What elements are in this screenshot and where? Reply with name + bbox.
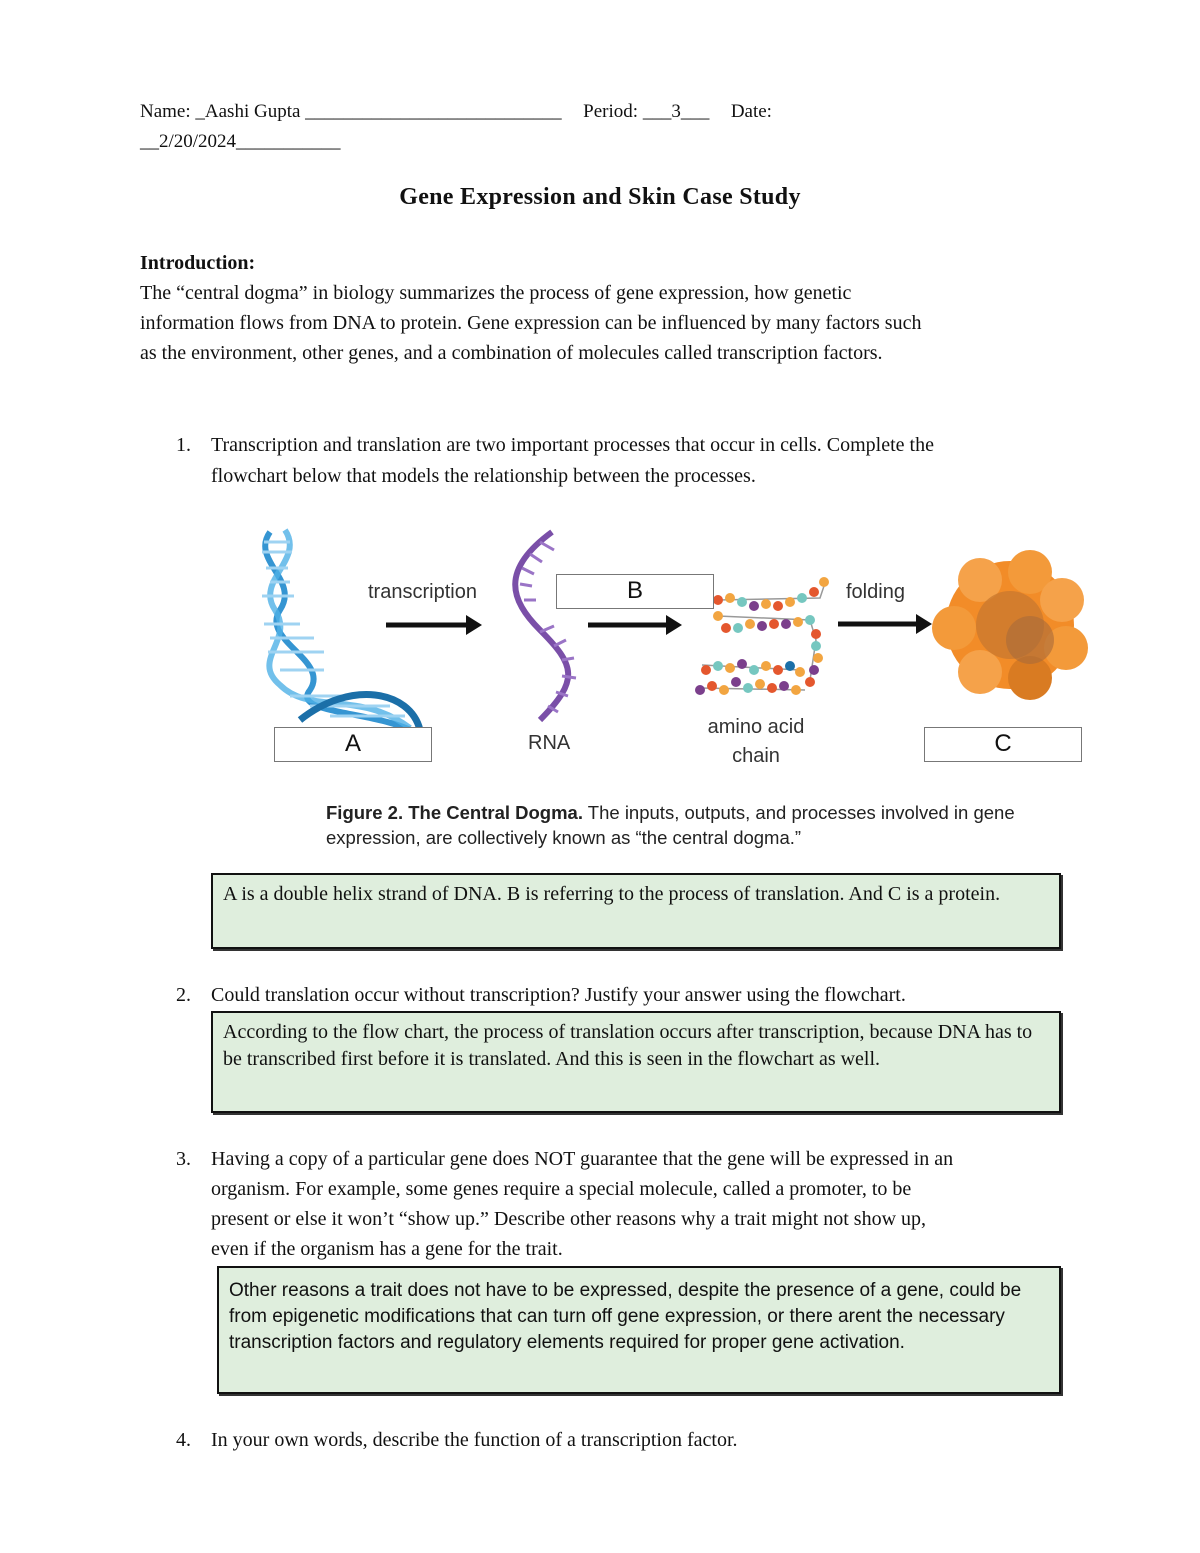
header-name-line: [140, 97, 772, 127]
transcription-arrow-icon: [386, 615, 482, 635]
q1-answer-box[interactable]: A is a double helix strand of DNA. B is referring to the process of translation. And C is a protein.: [211, 873, 1061, 949]
period-value[interactable]: ___3___: [642, 101, 710, 122]
period-label: Period:: [583, 101, 643, 122]
q2-number: 2.: [176, 984, 191, 1006]
q4-question: In your own words, describe the function of a transcription factor.: [211, 1429, 738, 1451]
folding-arrow-icon: [838, 614, 932, 634]
figure-caption-line-1: [326, 800, 1015, 825]
figure-caption-rest: The inputs, outputs, and processes involved in gene: [583, 802, 1015, 823]
translation-arrow-icon: [588, 615, 682, 635]
q1-number: 1.: [176, 434, 191, 456]
rna-strand-icon: [515, 532, 576, 720]
name-value[interactable]: _Aashi Gupta ___________________________: [195, 101, 562, 122]
date-label: Date:: [730, 101, 772, 122]
intro-line-3: as the environment, other genes, and a combination of molecules called transcription factors.: [140, 342, 883, 364]
q4-number: 4.: [176, 1429, 191, 1451]
name-label: Name:: [140, 101, 196, 122]
amino-acid-chain-icon: [695, 577, 829, 695]
q2-answer-box[interactable]: According to the flow chart, the process of translation occurs after transcription, because DNA has to be transcribed first before it is translated. And this is seen in the flowchart as well.: [211, 1011, 1061, 1113]
q3-line-4: even if the organism has a gene for the trait.: [211, 1238, 563, 1260]
figure-caption-line-2: expression, are collectively known as “the central dogma.”: [326, 827, 802, 848]
folded-protein-icon: [932, 550, 1088, 700]
q3-line-3: present or else it won’t “show up.” Describe other reasons why a trait might not show up,: [211, 1208, 927, 1230]
box-c: C: [924, 727, 1082, 762]
folding-label: folding: [846, 581, 905, 603]
q3-line-1: Having a copy of a particular gene does NOT guarantee that the gene will be expressed in an: [211, 1148, 954, 1170]
intro-line-1: The “central dogma” in biology summarizes the process of gene expression, how genetic: [140, 282, 852, 304]
q3-line-2: organism. For example, some genes require a special molecule, called a promoter, to be: [211, 1178, 912, 1200]
figure-caption-bold: Figure 2. The Central Dogma.: [326, 802, 583, 823]
intro-line-2: information flows from DNA to protein. Gene expression can be influenced by many factors such: [140, 312, 922, 334]
page-title: Gene Expression and Skin Case Study: [399, 184, 801, 210]
q3-answer-box[interactable]: Other reasons a trait does not have to be expressed, despite the presence of a gene, could be from epigenetic modifications that can turn off gene expression, or there arent the necessary transcription factors and regulatory elements required for proper gene activation.: [217, 1266, 1061, 1394]
transcription-label: transcription: [368, 581, 477, 603]
q1-line-2: flowchart below that models the relationship between the processes.: [211, 465, 756, 487]
amino-acid-label-line-2: chain: [732, 745, 780, 767]
dna-helix-icon: [262, 530, 420, 735]
q1-line-1: Transcription and translation are two important processes that occur in cells. Complete the: [211, 434, 934, 456]
date-value[interactable]: __2/20/2024___________: [140, 131, 341, 152]
rna-label: RNA: [528, 732, 571, 754]
box-a: A: [274, 727, 432, 762]
box-b: B: [556, 574, 714, 609]
q3-number: 3.: [176, 1148, 191, 1170]
amino-acid-label-line-1: amino acid: [707, 716, 805, 738]
q2-question: Could translation occur without transcription? Justify your answer using the flowchart.: [211, 984, 906, 1006]
intro-heading: Introduction:: [140, 252, 256, 274]
